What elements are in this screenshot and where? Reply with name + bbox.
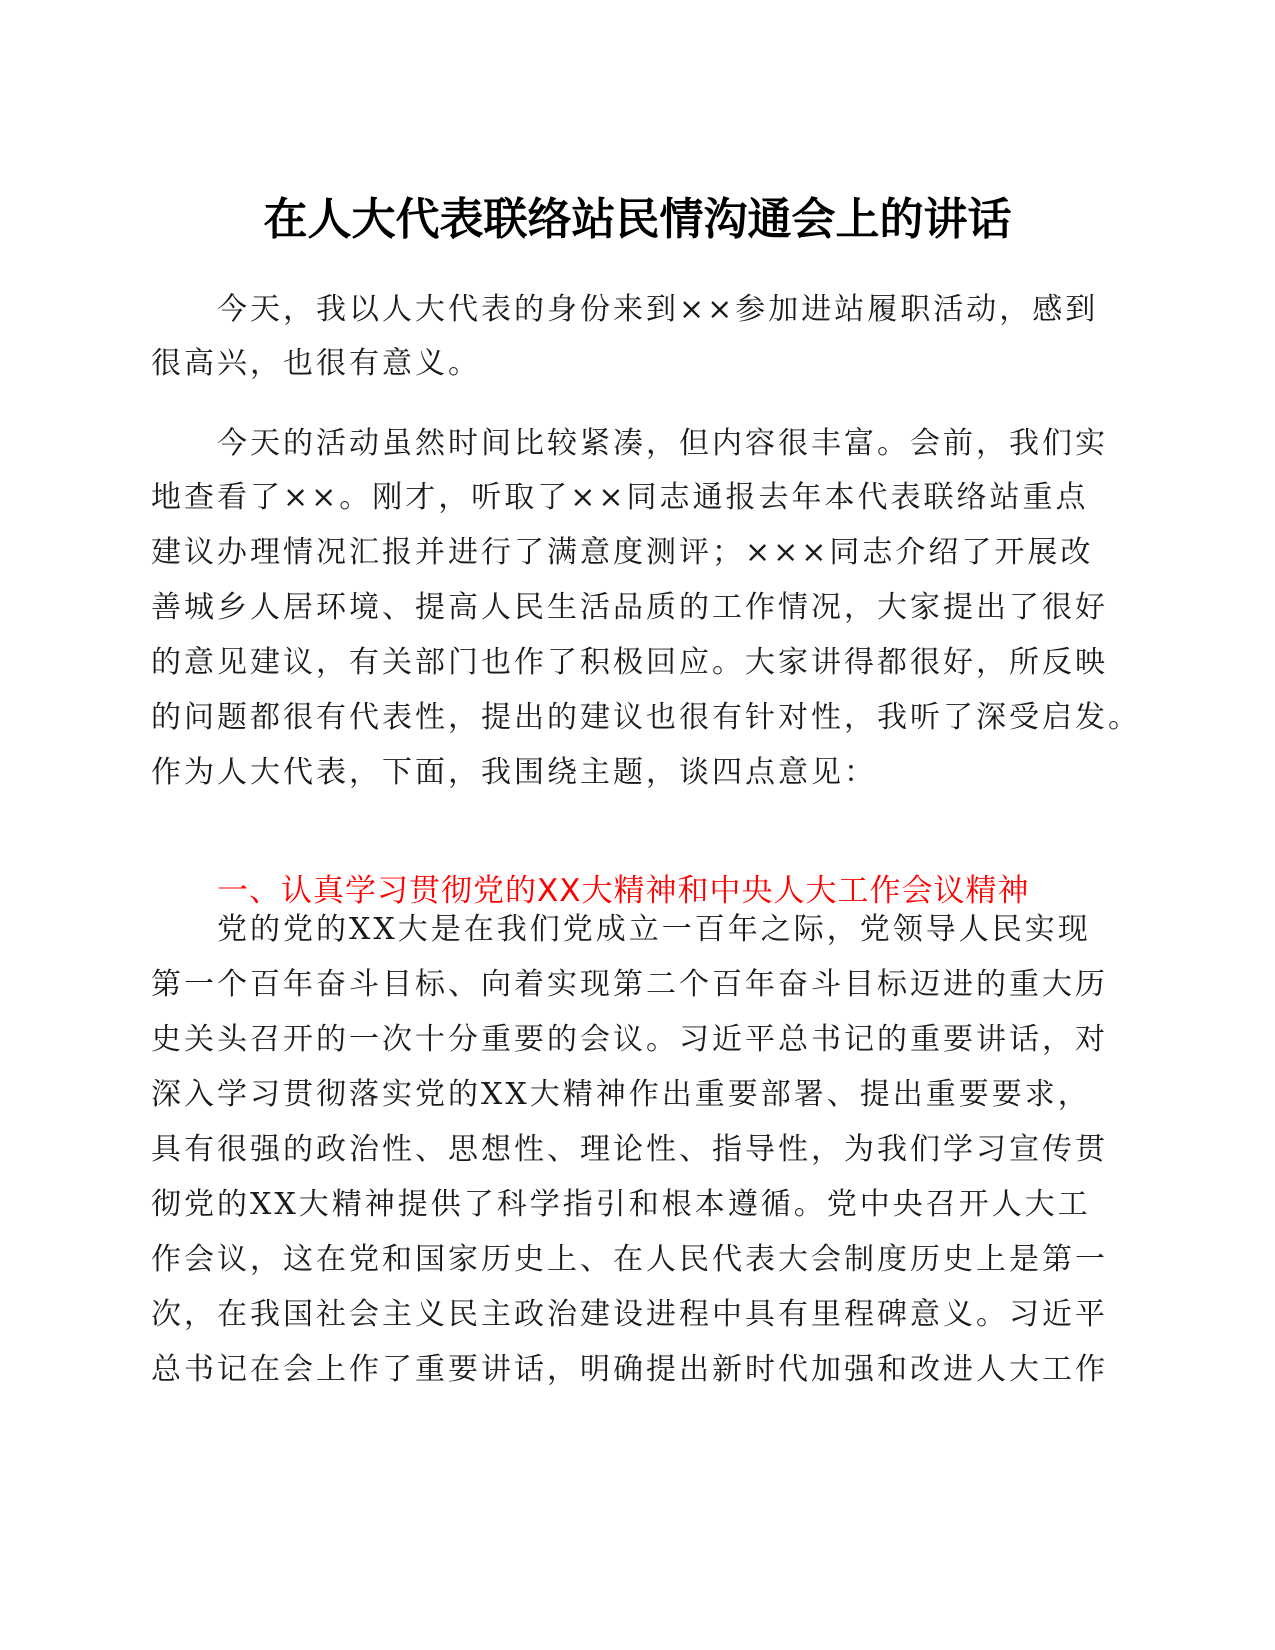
paragraph-1-line-1: 今天，我以人大代表的身份来到××参加进站履职活动，感到 <box>217 292 1099 327</box>
paragraph-2-line-5: 的意见建议，有关部门也作了积极回应。大家讲得都很好，所反映 <box>151 645 1108 680</box>
paragraph-2-line-2: 地查看了××。刚才，听取了××同志通报去年本代表联络站重点 <box>151 480 1089 515</box>
paragraph-2-line-3: 建议办理情况汇报并进行了满意度测评；×××同志介绍了开展改 <box>151 535 1094 570</box>
paragraph-2-line-1: 今天的活动虽然时间比较紧凑，但内容很丰富。会前，我们实 <box>217 426 1108 461</box>
paragraph-3-line-2: 第一个百年奋斗目标、向着实现第二个百年奋斗目标迈进的重大历 <box>151 967 1108 1002</box>
paragraph-3-line-8: 次，在我国社会主义民主政治建设进程中具有里程碑意义。习近平 <box>151 1297 1108 1332</box>
document-title: 在人大代表联络站民情沟通会上的讲话 <box>263 194 1012 245</box>
paragraph-3-line-9: 总书记在会上作了重要讲话，明确提出新时代加强和改进人大工作 <box>151 1352 1108 1387</box>
section-1-heading: 一、认真学习贯彻党的XX大精神和中央人大工作会议精神 <box>217 873 1030 909</box>
paragraph-2-line-4: 善城乡人居环境、提高人民生活品质的工作情况，大家提出了很好 <box>151 590 1108 625</box>
paragraph-3-line-3: 史关头召开的一次十分重要的会议。习近平总书记的重要讲话，对 <box>151 1022 1108 1057</box>
paragraph-3-line-4: 深入学习贯彻落实党的XX大精神作出重要部署、提出重要要求， <box>151 1077 1091 1112</box>
paragraph-2-line-6: 的问题都很有代表性，提出的建议也很有针对性，我听了深受启发。 <box>151 700 1141 735</box>
paragraph-3-line-7: 作会议，这在党和国家历史上、在人民代表大会制度历史上是第一 <box>151 1242 1108 1277</box>
paragraph-3-line-5: 具有很强的政治性、思想性、理论性、指导性，为我们学习宣传贯 <box>151 1132 1108 1167</box>
paragraph-2-line-7: 作为人大代表，下面，我围绕主题，谈四点意见： <box>151 755 877 790</box>
paragraph-3-line-1: 党的党的XX大是在我们党成立一百年之际，党领导人民实现 <box>217 912 1091 947</box>
paragraph-3-line-6: 彻党的XX大精神提供了科学指引和根本遵循。党中央召开人大工 <box>151 1187 1091 1222</box>
paragraph-1-line-2: 很高兴，也很有意义。 <box>151 346 481 381</box>
